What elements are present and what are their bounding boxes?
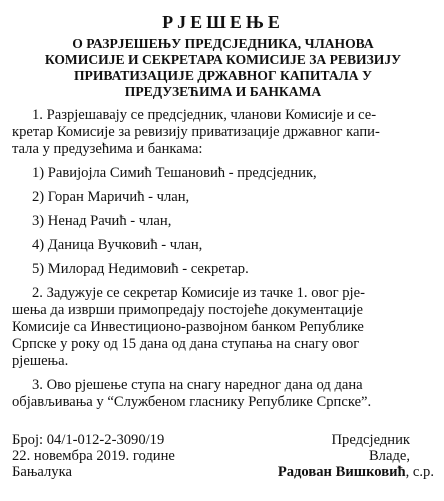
paragraph-line: 3. Ово рјешење ступа на снагу наредног дана од дана (32, 377, 363, 393)
paragraph-line: 1. Разрјешавају се предсједник, чланови Комисије и се- (32, 107, 377, 123)
document-date: 22. новембра 2019. године (12, 448, 175, 464)
subtitle-line: ПРИВАТИЗАЦИЈЕ ДРЖАВНОГ КАПИТАЛА У (73, 68, 373, 83)
paragraph-line: 2. Задужује се секретар Комисије из тачке 1. овог рје- (32, 285, 365, 301)
paragraph-line: шења да изврши примопредају постојеће документације (12, 302, 363, 318)
paragraph-line: тала у предузећима и банкама: (12, 141, 203, 157)
list-item: 2) Горан Маричић - члан, (32, 189, 190, 205)
signatory-role-line2: Владе, (368, 448, 410, 464)
list-item: 3) Ненад Рачић - члан, (32, 213, 172, 229)
paragraph-3 (12, 377, 434, 411)
list-item: 5) Милорад Недимовић - секретар. (32, 261, 249, 277)
signatory (278, 464, 434, 480)
subtitle-line: ПРЕДУЗЕЋИМА И БАНКАМА (124, 84, 322, 99)
signatory-name: Радован Вишковић (277, 464, 406, 480)
paragraph-line: Комисије са Инвестиционо-развојном банком Републике (12, 319, 364, 335)
subtitle-line: О РАЗРЈЕШЕЊУ ПРЕДСЈЕДНИКА, ЧЛАНОВА (72, 36, 374, 51)
paragraph-line: објављивања у “Службеном гласнику Републике Српске”. (12, 394, 372, 410)
document-number: Број: 04/1-012-2-3090/19 (12, 432, 165, 448)
document-place: Бањалука (12, 464, 72, 480)
document-subtitle (12, 36, 434, 100)
list-item: 1) Равијојла Симић Тешановић - предсједник, (32, 165, 317, 181)
footer-row (12, 448, 434, 464)
members-list (12, 165, 434, 278)
paragraph-line: рјешења. (12, 353, 69, 369)
paragraph-2 (12, 285, 434, 370)
paragraph-1 (12, 107, 434, 158)
subtitle-line: КОМИСИЈЕ И СЕКРЕТАРА КОМИСИЈЕ ЗА РЕВИЗИЈУ (44, 52, 402, 67)
document-title: РЈЕШЕЊЕ (162, 12, 284, 32)
signatory-suffix: , с.р. (405, 464, 434, 480)
footer-row (12, 432, 434, 448)
footer-row (12, 464, 434, 480)
document-footer (12, 432, 434, 480)
paragraph-line: кретар Комисије за ревизију приватизације државног капи- (12, 124, 380, 140)
list-item: 4) Даница Вучковић - члан, (32, 237, 203, 253)
paragraph-line: Српске у року од 15 дана од дана ступања на снагу овог (12, 336, 360, 352)
signatory-role-line1: Предсједник (331, 432, 410, 448)
